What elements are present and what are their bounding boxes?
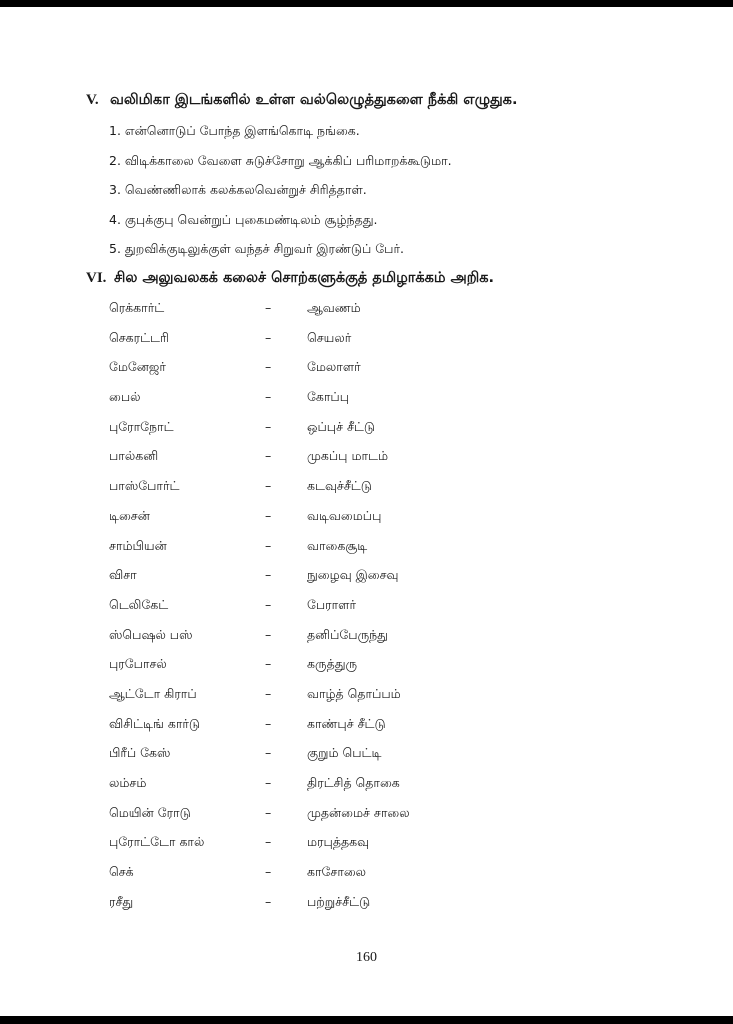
term-transliterated: ரசீது bbox=[109, 893, 134, 909]
term-separator: – bbox=[265, 507, 272, 523]
term-transliterated: பாஸ்போர்ட் bbox=[109, 478, 180, 494]
section-5-title: வலிமிகா இடங்களில் உள்ள வல்லெழுத்துகளை நீக்கி எழுதுக. bbox=[110, 92, 518, 108]
term-transliterated: செகரட்டரி bbox=[109, 329, 169, 345]
term-separator: – bbox=[265, 537, 272, 553]
table-row bbox=[109, 476, 509, 506]
term-tamil: பேராளர் bbox=[307, 596, 356, 612]
term-tamil: கருத்துரு bbox=[307, 656, 358, 672]
term-transliterated: விசா bbox=[109, 567, 137, 583]
term-tamil: காண்புச் சீட்டு bbox=[307, 715, 386, 731]
table-row bbox=[109, 743, 509, 773]
page-number: 160 bbox=[356, 950, 377, 965]
table-row bbox=[109, 298, 509, 328]
term-transliterated: செக் bbox=[109, 864, 134, 880]
table-row bbox=[109, 446, 509, 476]
term-separator: – bbox=[265, 775, 272, 790]
term-separator: – bbox=[265, 329, 272, 345]
table-row bbox=[109, 862, 509, 892]
top-border bbox=[0, 0, 733, 7]
term-transliterated: சாம்பியன் bbox=[109, 537, 167, 553]
table-row bbox=[109, 595, 509, 625]
list-item: 1. என்னொடுப் போந்த இளங்கொடி நங்கை. bbox=[109, 123, 360, 138]
term-tamil: காசோலை bbox=[307, 864, 367, 880]
list-item: 4. குபுக்குபு வென்றுப் புகைமண்டிலம் சூழ்ந்தது. bbox=[109, 211, 378, 227]
term-transliterated: ஸ்பெஷல் பஸ் bbox=[109, 626, 193, 642]
term-separator: – bbox=[265, 745, 272, 761]
term-separator: – bbox=[265, 300, 272, 315]
term-tamil: தனிப்பேருந்து bbox=[307, 626, 389, 642]
term-transliterated: லம்சம் bbox=[109, 775, 147, 790]
table-row bbox=[109, 773, 509, 803]
table-row bbox=[109, 536, 509, 566]
term-transliterated: மேனேஜர் bbox=[109, 359, 166, 375]
term-tamil: ஒப்புச் சீட்டு bbox=[307, 418, 375, 434]
section-5-heading bbox=[86, 90, 517, 110]
term-tamil: கடவுச்சீட்டு bbox=[307, 478, 372, 494]
table-row bbox=[109, 892, 509, 922]
term-separator: – bbox=[265, 567, 272, 583]
term-separator: – bbox=[265, 359, 272, 375]
term-tamil: குறும் பெட்டி bbox=[307, 745, 382, 761]
table-row bbox=[109, 387, 509, 417]
term-tamil: வடிவமைப்பு bbox=[307, 507, 382, 523]
term-tamil: திரட்சித் தொகை bbox=[307, 775, 400, 790]
table-row bbox=[109, 506, 509, 536]
term-transliterated: ஆட்டோ கிராப் bbox=[109, 685, 197, 701]
list-item: 3. வெண்ணிலாக் கலக்கலவென்றுச் சிரித்தாள். bbox=[109, 182, 367, 197]
term-separator: – bbox=[265, 596, 272, 612]
term-separator: – bbox=[265, 864, 272, 880]
term-separator: – bbox=[265, 478, 272, 494]
list-item: 5. துறவிக்குடிலுக்குள் வந்தச் சிறுவர் இரண்டுப் பேர். bbox=[109, 241, 404, 256]
term-tamil: வாகைசூடி bbox=[307, 537, 368, 553]
term-tamil: பற்றுச்சீட்டு bbox=[307, 893, 371, 909]
table-row bbox=[109, 803, 509, 833]
term-separator: – bbox=[265, 656, 272, 672]
term-separator: – bbox=[265, 834, 272, 850]
term-transliterated: புரோநோட் bbox=[109, 418, 174, 434]
term-transliterated: பிரீப் கேஸ் bbox=[109, 745, 171, 761]
term-tamil: நுழைவு இசைவு bbox=[307, 567, 399, 583]
term-transliterated: ரெக்கார்ட் bbox=[109, 300, 165, 315]
vocabulary-list bbox=[109, 298, 509, 921]
term-separator: – bbox=[265, 685, 272, 701]
bottom-border bbox=[0, 1016, 733, 1024]
term-tamil: முகப்பு மாடம் bbox=[307, 448, 389, 464]
term-separator: – bbox=[265, 626, 272, 642]
term-tamil: ஆவணம் bbox=[307, 300, 361, 315]
section-6-title: சில அலுவலகக் கலைச் சொற்களுக்குத் தமிழாக்கம் அறிக. bbox=[114, 270, 495, 286]
term-tamil: மேலாளர் bbox=[307, 359, 361, 375]
table-row bbox=[109, 328, 509, 358]
table-row bbox=[109, 565, 509, 595]
term-transliterated: டிசைன் bbox=[109, 507, 150, 523]
term-tamil: செயலர் bbox=[307, 329, 352, 345]
term-transliterated: பால்கனி bbox=[109, 448, 159, 464]
term-transliterated: மெயின் ரோடு bbox=[109, 804, 191, 820]
term-separator: – bbox=[265, 389, 272, 405]
table-row bbox=[109, 684, 509, 714]
section-6-number: VI. bbox=[86, 270, 107, 286]
term-separator: – bbox=[265, 893, 272, 909]
term-tamil: முதன்மைச் சாலை bbox=[307, 804, 410, 820]
term-transliterated: புரபோசல் bbox=[109, 656, 167, 672]
table-row bbox=[109, 417, 509, 447]
table-row bbox=[109, 357, 509, 387]
term-transliterated: புரோட்டோ கால் bbox=[109, 834, 205, 850]
term-tamil: மரபுத்தகவு bbox=[307, 834, 370, 850]
term-transliterated: விசிட்டிங் கார்டு bbox=[109, 715, 201, 731]
term-transliterated: டெலிகேட் bbox=[109, 596, 169, 612]
term-tamil: வாழ்த் தொப்பம் bbox=[307, 685, 401, 701]
term-separator: – bbox=[265, 715, 272, 731]
table-row bbox=[109, 654, 509, 684]
section-5-number: V. bbox=[86, 92, 99, 108]
term-tamil: கோப்பு bbox=[307, 389, 350, 405]
term-separator: – bbox=[265, 804, 272, 820]
term-separator: – bbox=[265, 448, 272, 464]
term-transliterated: பைல் bbox=[109, 389, 141, 405]
table-row bbox=[109, 625, 509, 655]
term-separator: – bbox=[265, 418, 272, 434]
table-row bbox=[109, 832, 509, 862]
section-6-heading bbox=[86, 268, 494, 288]
table-row bbox=[109, 714, 509, 744]
list-item: 2. விடிக்காலை வேளை சுடுச்சோறு ஆக்கிப் பரிமாறக்கூடுமா. bbox=[109, 152, 452, 168]
exercise-list bbox=[109, 121, 452, 269]
